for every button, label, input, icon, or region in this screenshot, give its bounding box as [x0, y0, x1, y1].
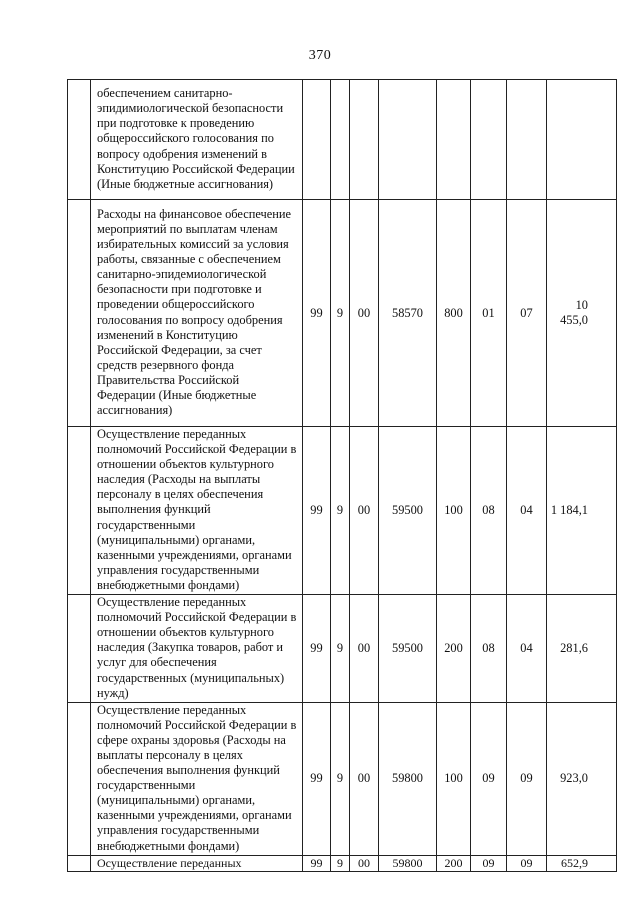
section-cell: 09: [471, 702, 507, 855]
code-cell-1: 99: [303, 702, 331, 855]
section-cell: [471, 80, 507, 200]
target-code-cell: 59800: [379, 702, 437, 855]
row-description: Осуществление переданных полномочий Российской Федерации в сфере охраны здоровья (Расходы на выплаты персоналу в целях обеспечения выполнения функций государственными (муниципальными) органами, казенными учреждениями, органами управления государственными внебюджетными фондами): [91, 702, 303, 855]
code-cell-1: 99: [303, 427, 331, 595]
table-row: [68, 427, 617, 595]
row-description: Осуществление переданных полномочий Российской Федерации в отношении объектов культурного наследия (Расходы на выплаты персоналу в целях обеспечения выполнения функций государственными (муниципальными) органами, казенными учреждениями, органами управления государственными внебюджетными фондами): [91, 427, 303, 595]
code-cell-3: 00: [350, 702, 379, 855]
subsection-cell: 04: [507, 427, 547, 595]
code-cell-2: [331, 80, 350, 200]
expense-type-cell: [437, 80, 471, 200]
amount-cell: 10 455,0: [547, 200, 617, 427]
code-cell-3: 00: [350, 595, 379, 703]
target-code-cell: [379, 80, 437, 200]
expense-type-cell: 200: [437, 855, 471, 871]
subsection-cell: 09: [507, 702, 547, 855]
row-index-cell: [68, 702, 91, 855]
amount-cell: 1 184,1: [547, 427, 617, 595]
section-cell: 01: [471, 200, 507, 427]
code-cell-1: 99: [303, 855, 331, 871]
row-index-cell: [68, 80, 91, 200]
page-number: 370: [308, 48, 332, 63]
row-index-cell: [68, 595, 91, 703]
target-code-cell: 58570: [379, 200, 437, 427]
code-cell-2: 9: [331, 595, 350, 703]
subsection-cell: 07: [507, 200, 547, 427]
code-cell-2: 9: [331, 702, 350, 855]
code-cell-2: 9: [331, 855, 350, 871]
target-code-cell: 59500: [379, 427, 437, 595]
expense-type-cell: 100: [437, 702, 471, 855]
code-cell-3: 00: [350, 200, 379, 427]
code-cell-1: [303, 80, 331, 200]
subsection-cell: 09: [507, 855, 547, 871]
amount-cell: [547, 80, 617, 200]
row-description: обеспечением санитарно-эпидимиологической безопасности при подготовке к проведению общероссийского голосования по вопросу одобрения изменений в Конституцию Российской Федерации (Иные бюджетные ассигнования): [91, 80, 303, 200]
amount-cell: 923,0: [547, 702, 617, 855]
amount-cell: 652,9: [547, 855, 617, 871]
code-cell-1: 99: [303, 200, 331, 427]
code-cell-2: 9: [331, 200, 350, 427]
row-description: Осуществление переданных: [91, 855, 303, 871]
row-index-cell: [68, 855, 91, 871]
table-row: [68, 80, 617, 200]
expense-type-cell: 800: [437, 200, 471, 427]
code-cell-3: [350, 80, 379, 200]
amount-cell: 281,6: [547, 595, 617, 703]
table-row: [68, 200, 617, 427]
code-cell-3: 00: [350, 427, 379, 595]
target-code-cell: 59500: [379, 595, 437, 703]
row-index-cell: [68, 200, 91, 427]
table-row: [68, 855, 617, 871]
expense-type-cell: 200: [437, 595, 471, 703]
table-row: [68, 702, 617, 855]
section-cell: 09: [471, 855, 507, 871]
code-cell-3: 00: [350, 855, 379, 871]
subsection-cell: 04: [507, 595, 547, 703]
row-description: Осуществление переданных полномочий Российской Федерации в отношении объектов культурного наследия (Закупка товаров, работ и услуг для обеспечения государственных (муниципальных) нужд): [91, 595, 303, 703]
table-row: [68, 595, 617, 703]
section-cell: 08: [471, 427, 507, 595]
section-cell: 08: [471, 595, 507, 703]
expense-type-cell: 100: [437, 427, 471, 595]
code-cell-2: 9: [331, 427, 350, 595]
row-description: Расходы на финансовое обеспечение мероприятий по выплатам членам избирательных комиссий за условия работы, связанные с обеспечением санитарно-эпидемиологической безопасности при подготовке и проведении общероссийского голосования по вопросу одобрения изменений в Конституцию Российской Федерации, за счет средств резервного фонда Правительства Российской Федерации (Иные бюджетные ассигнования): [91, 200, 303, 427]
code-cell-1: 99: [303, 595, 331, 703]
target-code-cell: 59800: [379, 855, 437, 871]
row-index-cell: [68, 427, 91, 595]
budget-table: [67, 79, 617, 872]
subsection-cell: [507, 80, 547, 200]
